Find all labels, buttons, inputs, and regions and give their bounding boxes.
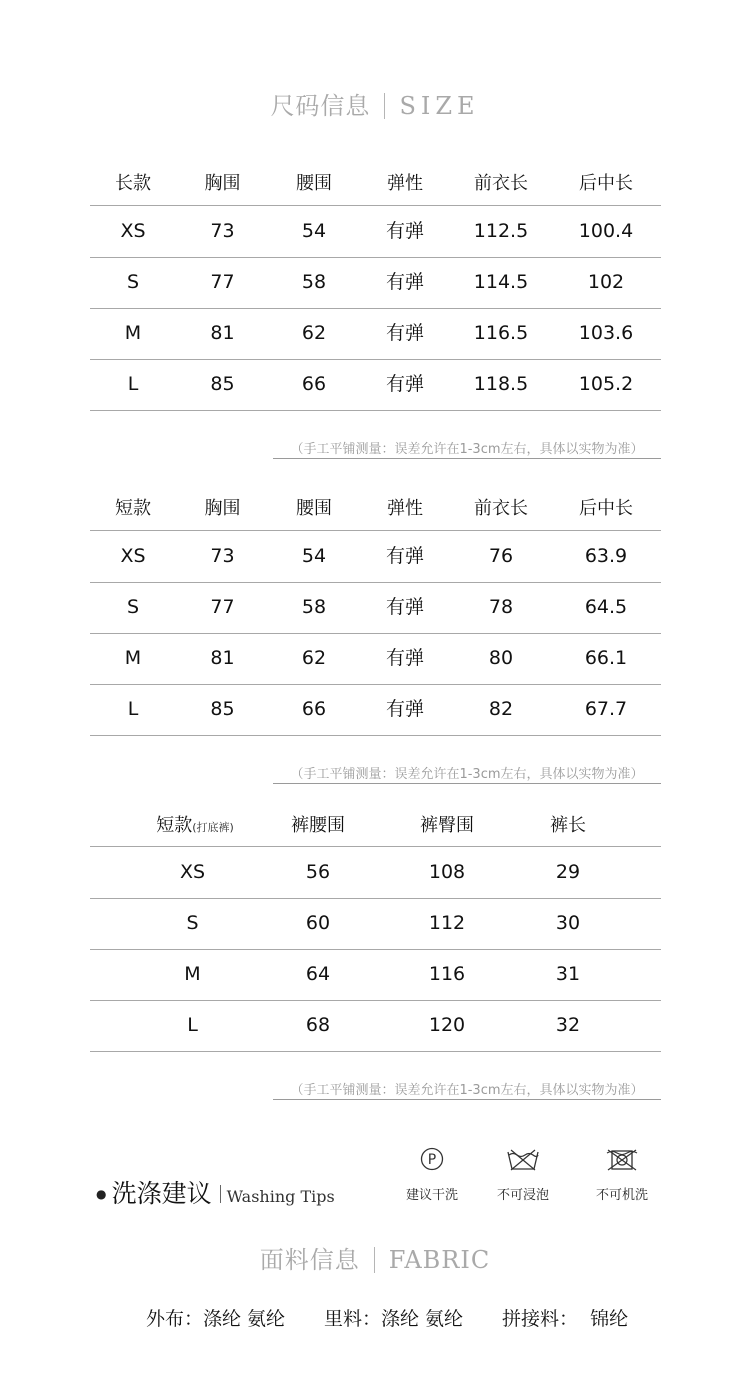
table-cell: 77 — [210, 271, 235, 293]
table-cell: 58 — [301, 596, 327, 618]
size-title-cn: 尺码信息 — [270, 92, 371, 120]
table-cell: 77 — [210, 596, 235, 618]
header-cell: 弹性 — [387, 498, 423, 519]
table-header — [90, 806, 661, 847]
header-cell — [120, 801, 270, 841]
table-cell: 64 — [305, 963, 331, 985]
table-cell: 29 — [555, 861, 581, 883]
table-cell: M — [124, 647, 142, 669]
table-cell: 100.4 — [578, 220, 634, 242]
table-cell: 有弹 — [385, 373, 424, 395]
table-header — [90, 164, 661, 206]
table-cell: 有弹 — [385, 596, 424, 618]
wash-item — [483, 1146, 563, 1203]
table-cell: 116 — [428, 963, 466, 985]
fabric-title-en: FABRIC — [388, 1246, 491, 1274]
no-soak-icon — [505, 1146, 541, 1172]
table-cell: 30 — [555, 912, 581, 934]
wash-label: 不可浸泡 — [496, 1188, 549, 1203]
header-cell: 裤腰围 — [291, 815, 345, 836]
table-cell: 54 — [301, 545, 327, 567]
header-tag: (打底裤) — [192, 821, 234, 834]
table-cell: 112.5 — [473, 220, 529, 242]
table-cell: 81 — [210, 647, 235, 669]
fabric-lining: 里料：涤纶 氨纶 — [324, 1308, 464, 1330]
table-cell: M — [184, 963, 201, 985]
measurement-note: （手工平铺测量：误差允许在1-3cm左右，具体以实物为准） — [273, 1079, 661, 1100]
table-header — [90, 489, 661, 531]
header-cell: 腰围 — [296, 173, 332, 194]
header-cell: 后中长 — [579, 498, 633, 519]
table-row — [90, 257, 661, 309]
table-cell: 67.7 — [584, 698, 628, 720]
wash-label: 不可机洗 — [595, 1188, 648, 1203]
fabric-title — [0, 1240, 750, 1275]
table-cell: 56 — [305, 861, 331, 883]
table-cell: 63.9 — [584, 545, 628, 567]
table-cell: 66 — [301, 373, 327, 395]
table-cell: 78 — [488, 596, 514, 618]
table-cell: 82 — [488, 698, 514, 720]
table-cell: 80 — [488, 647, 514, 669]
table-cell: M — [124, 322, 142, 344]
washing-title-en: Washing Tips — [226, 1187, 335, 1206]
table-cell: 85 — [210, 373, 235, 395]
table-row — [90, 582, 661, 634]
table-cell: S — [126, 596, 140, 618]
table-cell: 81 — [210, 322, 235, 344]
table-cell: 31 — [555, 963, 581, 985]
table-cell: 120 — [428, 1014, 466, 1036]
table-cell: 有弹 — [385, 647, 424, 669]
table-cell: L — [187, 1014, 198, 1036]
header-cell: 胸围 — [204, 498, 241, 519]
table-cell: 有弹 — [385, 698, 424, 720]
table-cell: 105.2 — [578, 373, 634, 395]
table-row — [90, 359, 661, 411]
bullet-icon: ● — [96, 1187, 107, 1201]
table-cell: 有弹 — [385, 220, 424, 242]
table-cell: XS — [120, 220, 146, 242]
wash-label: 建议干洗 — [405, 1188, 458, 1203]
table-row — [90, 531, 661, 583]
table-cell: 103.6 — [578, 322, 634, 344]
fabric-splice: 拼接料： 锦纶 — [502, 1308, 629, 1330]
table-cell: 32 — [555, 1014, 581, 1036]
table-cell: 有弹 — [385, 322, 424, 344]
table-row — [90, 898, 661, 950]
table-row — [90, 684, 661, 736]
header-cell: 前衣长 — [474, 498, 528, 519]
no-machine-wash-icon — [604, 1146, 640, 1172]
title-divider — [384, 93, 385, 119]
table-cell: 62 — [301, 322, 327, 344]
svg-text:P: P — [427, 1152, 437, 1168]
table-cell: 62 — [301, 647, 327, 669]
table-cell: 112 — [428, 912, 466, 934]
table-cell: XS — [179, 861, 206, 883]
table-row — [90, 308, 661, 360]
table-cell: 85 — [210, 698, 235, 720]
table-row — [90, 1000, 661, 1052]
header-cell: 胸围 — [204, 173, 241, 194]
table-cell: 116.5 — [473, 322, 529, 344]
title-divider — [374, 1247, 375, 1273]
table-cell: 118.5 — [473, 373, 529, 395]
measurement-note: （手工平铺测量：误差允许在1-3cm左右，具体以实物为准） — [273, 763, 661, 784]
table-cell: 108 — [428, 861, 466, 883]
washing-tips-heading — [96, 1174, 335, 1210]
header-cell: 腰围 — [296, 498, 332, 519]
table-cell: 有弹 — [385, 545, 424, 567]
size-title — [0, 86, 750, 121]
table-cell: 60 — [305, 912, 331, 934]
table-cell: 68 — [305, 1014, 331, 1036]
fabric-outer: 外布：涤纶 氨纶 — [146, 1308, 286, 1330]
header-cell: 后中长 — [579, 173, 633, 194]
wash-item — [582, 1146, 662, 1203]
table-cell: L — [127, 373, 139, 395]
dry-clean-icon — [419, 1146, 445, 1172]
table-cell: 66 — [301, 698, 327, 720]
header-cell: 裤臀围 — [420, 815, 474, 836]
table-row — [90, 633, 661, 685]
header-cell: 长款 — [115, 173, 151, 194]
header-cell: 短款 — [115, 498, 151, 519]
table-cell: XS — [120, 545, 146, 567]
table-cell: 76 — [488, 545, 514, 567]
fabric-title-cn: 面料信息 — [259, 1246, 360, 1274]
measurement-note: （手工平铺测量：误差允许在1-3cm左右，具体以实物为准） — [273, 438, 661, 459]
washing-divider — [220, 1185, 221, 1203]
size-title-en: SIZE — [399, 92, 480, 120]
table-cell: 58 — [301, 271, 327, 293]
table-cell: 有弹 — [385, 271, 424, 293]
table-cell: L — [127, 698, 139, 720]
table-cell: 73 — [210, 220, 235, 242]
wash-item — [392, 1146, 472, 1203]
table-cell: 73 — [210, 545, 235, 567]
table-row — [90, 949, 661, 1001]
table-cell: 102 — [587, 271, 625, 293]
table-cell: 114.5 — [473, 271, 529, 293]
header-cell: 裤长 — [550, 815, 586, 836]
table-cell: 54 — [301, 220, 327, 242]
header-cell: 弹性 — [387, 173, 423, 194]
header-cell: 前衣长 — [474, 173, 528, 194]
washing-title-cn: 洗涤建议 — [111, 1179, 212, 1208]
header-main: 短款 — [156, 815, 193, 836]
table-cell: S — [126, 271, 140, 293]
table-row — [90, 206, 661, 258]
table-cell: 64.5 — [584, 596, 628, 618]
table-cell: S — [186, 912, 199, 934]
table-row — [90, 847, 661, 899]
table-cell: 66.1 — [584, 647, 628, 669]
